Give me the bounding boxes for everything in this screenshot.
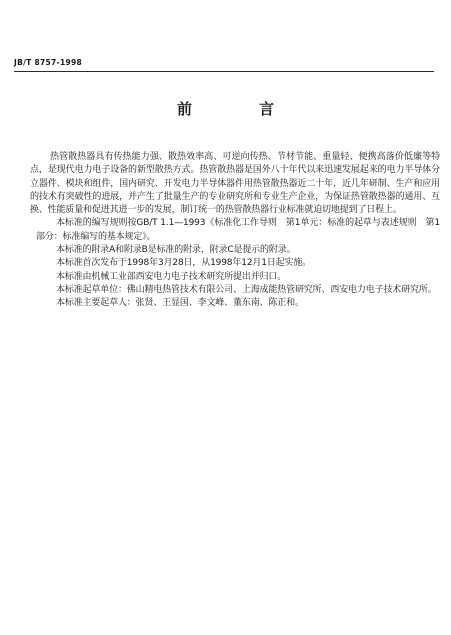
paragraph-release-date: 本标准首次发布于1998年3月28日，从1998年12月1日起实施。 bbox=[56, 258, 312, 269]
paragraph-intro: 热管散热器具有传热能力强、散热效率高、可逆向传热、节材节能、重量轻、便携高落价低廉等特点，是现代电力电子设备的新型散热方式。热管散热器是国外八十年代以来迅速发展起来的电力半导体分立器件、模块和组件，国内研究、开发电力半导体器件用热管散热器近二十年，近几年研制、生产和应用的技术有突破性的进展，并产生了批量生产的专业研究所和专业生产企业，为保证热管散热器的通用、互换、性能质量和促进其进一步的发展，制订统一的热管散热器行业标准就迫切地提到了日程上。 bbox=[30, 152, 440, 216]
header-divider bbox=[14, 71, 434, 72]
paragraph-drafting-rules: 本标准的编写规则按GB/T 1.1—1993《标准化工作导则 第1单元：标准的起草与表述规则 第1部分：标准编写的基本规定》。 bbox=[36, 218, 440, 242]
paragraph-drafters: 本标准主要起草人：张贤、王显国、李文峰、董东南、陈正和。 bbox=[56, 298, 304, 309]
foreword-body bbox=[30, 151, 440, 311]
paragraph-drafting-units: 本标准起草单位：佛山精电热管技术有限公司、上海成能热管研究所、西安电力电子技术研究所。 bbox=[56, 284, 437, 295]
standard-code: JB/T 8757-1998 bbox=[14, 58, 83, 67]
paragraph-appendices: 本标准的附录A和附录B是标准的附录，附录C是提示的附录。 bbox=[56, 245, 296, 256]
page-title: 前 言 bbox=[176, 100, 300, 118]
paragraph-proposer: 本标准由机械工业部西安电力电子技术研究所提出并归口。 bbox=[56, 271, 287, 282]
